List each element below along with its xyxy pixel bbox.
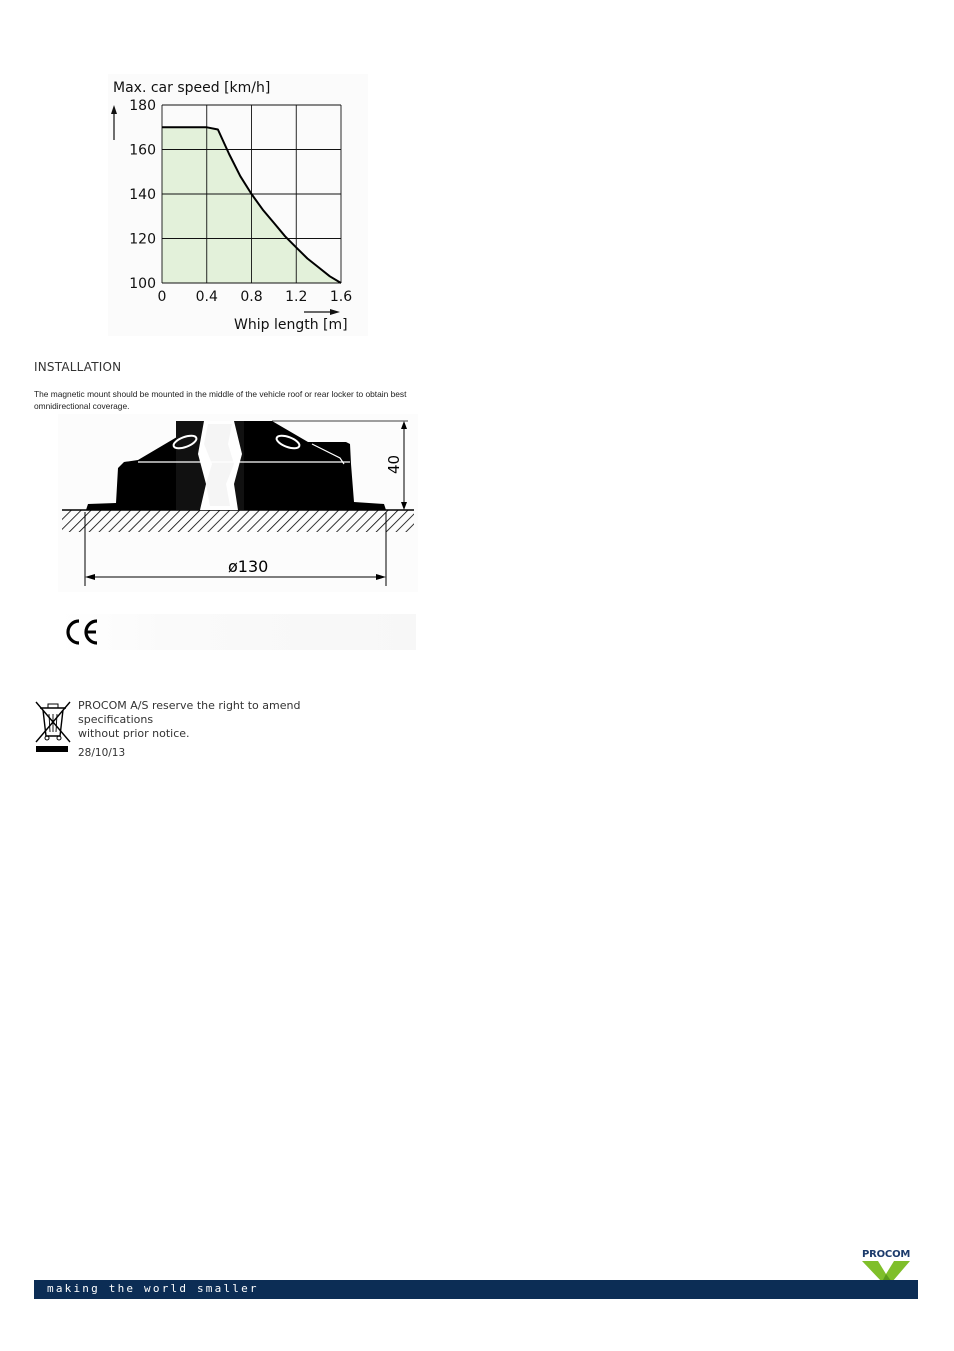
x-tick-label: 0 — [157, 289, 167, 305]
x-tick-label: 0.4 — [195, 289, 218, 305]
height-label: 40 — [385, 454, 403, 474]
specification-notice — [78, 699, 378, 760]
installation-title: INSTALLATION — [34, 360, 122, 374]
installation-text: The magnetic mount should be mounted in the middle of the vehicle roof or rear locker to obtain best omnidirectional coverage. — [34, 389, 407, 411]
x-tick-label: 0.8 — [240, 289, 263, 305]
x-tick-label: 1.2 — [285, 289, 308, 305]
y-tick-label: 180 — [129, 98, 156, 114]
notice-date: 28/10/13 — [78, 747, 126, 759]
diameter-label: ø130 — [228, 557, 269, 576]
chart-title: Max. car speed [km/h] — [113, 80, 271, 96]
y-tick-label: 140 — [129, 187, 156, 203]
ce-mark-icon — [62, 618, 102, 646]
notice-line-2: without prior notice. — [78, 727, 190, 740]
y-tick-label: 100 — [129, 276, 156, 292]
y-tick-label: 120 — [129, 231, 156, 248]
footer-tagline: making the world smaller — [47, 1282, 259, 1295]
weee-bin-icon — [34, 700, 72, 754]
x-axis-label: Whip length [m] — [234, 317, 348, 333]
ground-surface — [62, 510, 414, 532]
procom-logo-text: PROCOM — [862, 1249, 911, 1260]
x-tick-label: 1.6 — [329, 289, 353, 305]
ce-panel — [60, 614, 416, 650]
y-tick-label: 160 — [129, 142, 156, 159]
notice-line-1: PROCOM A/S reserve the right to amend specifications — [78, 699, 301, 726]
footer-bar — [34, 1280, 918, 1299]
speed-chart — [108, 74, 368, 336]
mount-drawing — [58, 414, 418, 592]
